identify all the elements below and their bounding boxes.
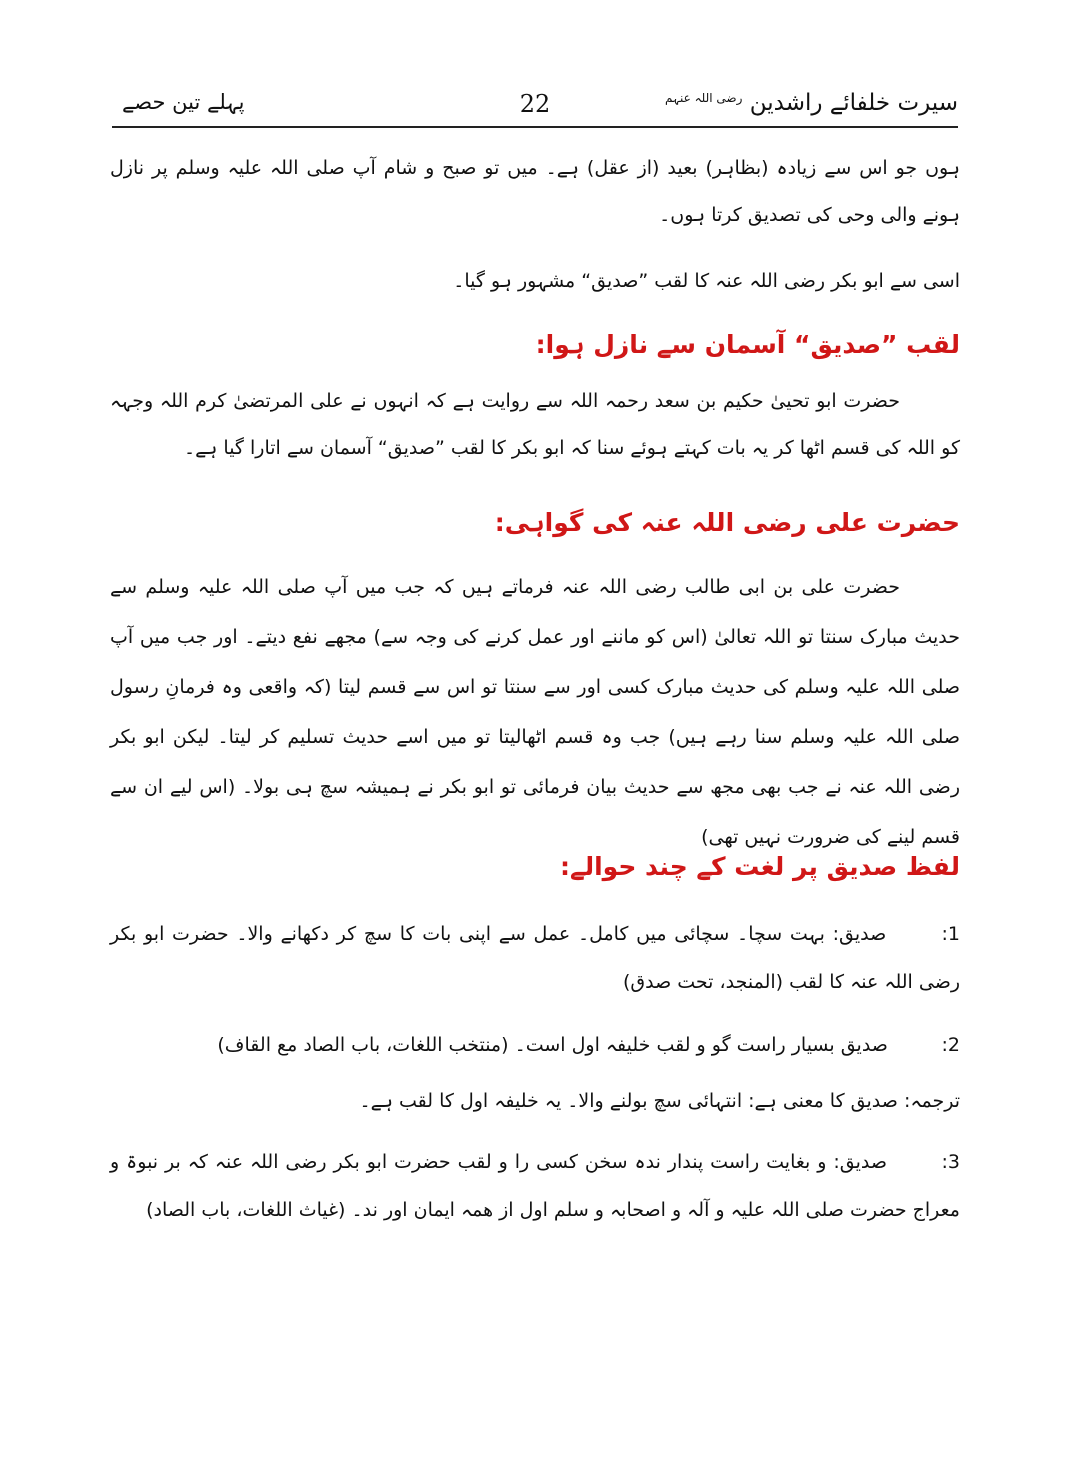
intro-line: اسی سے ابو بکر رضی اللہ عنہ کا لقب ”صدیق“ مشہور ہو گیا۔: [453, 270, 960, 292]
item-number: 3:: [941, 1151, 960, 1173]
part-label: پہلے تین حصے: [122, 90, 245, 114]
running-header: [112, 88, 958, 128]
section-heading-2: حضرت علی رضی اللہ عنہ کی گواہی:: [494, 508, 960, 537]
reference-item-2: [217, 1034, 960, 1056]
header-rule: [112, 126, 958, 128]
item-text: صدیق: و بغایت راست پندار ندہ سخن کسی را و لقب حضرت ابو بکر رضی اللہ عنہ کہ بر نبوۃ و معراج حضرت صلی اللہ علیہ و آلہ و اصحابہ و سلم اول از ھمہ ایمان اور ند۔ (غیاث اللغات، باب الصاد): [110, 1151, 960, 1221]
section-1-paragraph: حضرت ابو تحییٰ حکیم بن سعد رحمہ اللہ سے روایت ہے کہ انہوں نے علی المرتضیٰ کرم اللہ وجہہ کو اللہ کی قسم اٹھا کر یہ بات کہتے ہوئے سنا کہ ابو بکر کا لقب ”صدیق“ آسمان سے اتارا گیا ہے۔: [110, 390, 960, 459]
reference-item-1: [110, 910, 960, 1006]
item-text: صدیق بسیار راست گو و لقب خلیفہ اول است۔ (منتخب اللغات، باب الصاد مع القاف): [217, 1034, 888, 1056]
reference-item-3: [110, 1138, 960, 1234]
item-number: 2:: [941, 1034, 960, 1056]
item-number: 1:: [941, 923, 960, 945]
item-text: ترجمہ: صدیق کا معنی ہے: انتہائی سچ بولنے والا۔ یہ خلیفہ اول کا لقب ہے۔: [359, 1090, 960, 1112]
book-title: سیرت خلفائے راشدین $^{رضی اللہ عنہم}$: [664, 90, 958, 116]
item-text: صدیق: بہت سچا۔ سچائی میں کامل۔ عمل سے اپنی بات کا سچ کر دکھانے والا۔ حضرت ابو بکر رضی اللہ عنہ کا لقب (المنجد، تحت صدق): [110, 923, 960, 993]
section-2-paragraph: حضرت علی بن ابی طالب رضی اللہ عنہ فرماتے ہیں کہ جب میں آپ صلی اللہ علیہ وسلم سے حدیث مبارک سنتا تو اللہ تعالیٰ (اس کو ماننے اور عمل کرنے کی وجہ سے) مجھے نفع دیتے۔ اور جب میں آپ صلی اللہ علیہ وسلم کی حدیث مبارک کسی اور سے سنتا تو اس سے قسم لیتا (کہ واقعی وہ فرمانِ رسول صلی اللہ علیہ وسلم سنا رہے ہیں) جب وہ قسم اٹھالیتا تو میں اسے حدیث تسلیم کر لیتا۔ لیکن ابو بکر رضی اللہ عنہ نے جب بھی مجھ سے حدیث بیان فرمائی تو ابو بکر نے ہمیشہ سچ ہی بولا۔ (اس لیے ان سے قسم لینے کی ضرورت نہیں تھی): [110, 576, 960, 848]
translation-line: [360, 1090, 960, 1112]
section-heading-1: لقب ”صدیق“ آسمان سے نازل ہوا:: [535, 330, 960, 359]
page-number: 22: [519, 90, 551, 118]
intro-paragraph: ہوں جو اس سے زیادہ (بظاہر) بعید (از عقل) ہے۔ میں تو صبح و شام آپ صلی اللہ علیہ وسلم پر نازل ہونے والی وحی کی تصدیق کرتا ہوں۔: [110, 157, 960, 226]
honorific-seal: رضی اللہ عنہم: [664, 91, 743, 105]
section-heading-3: لفظ صدیق پر لغت کے چند حوالے:: [560, 852, 960, 881]
